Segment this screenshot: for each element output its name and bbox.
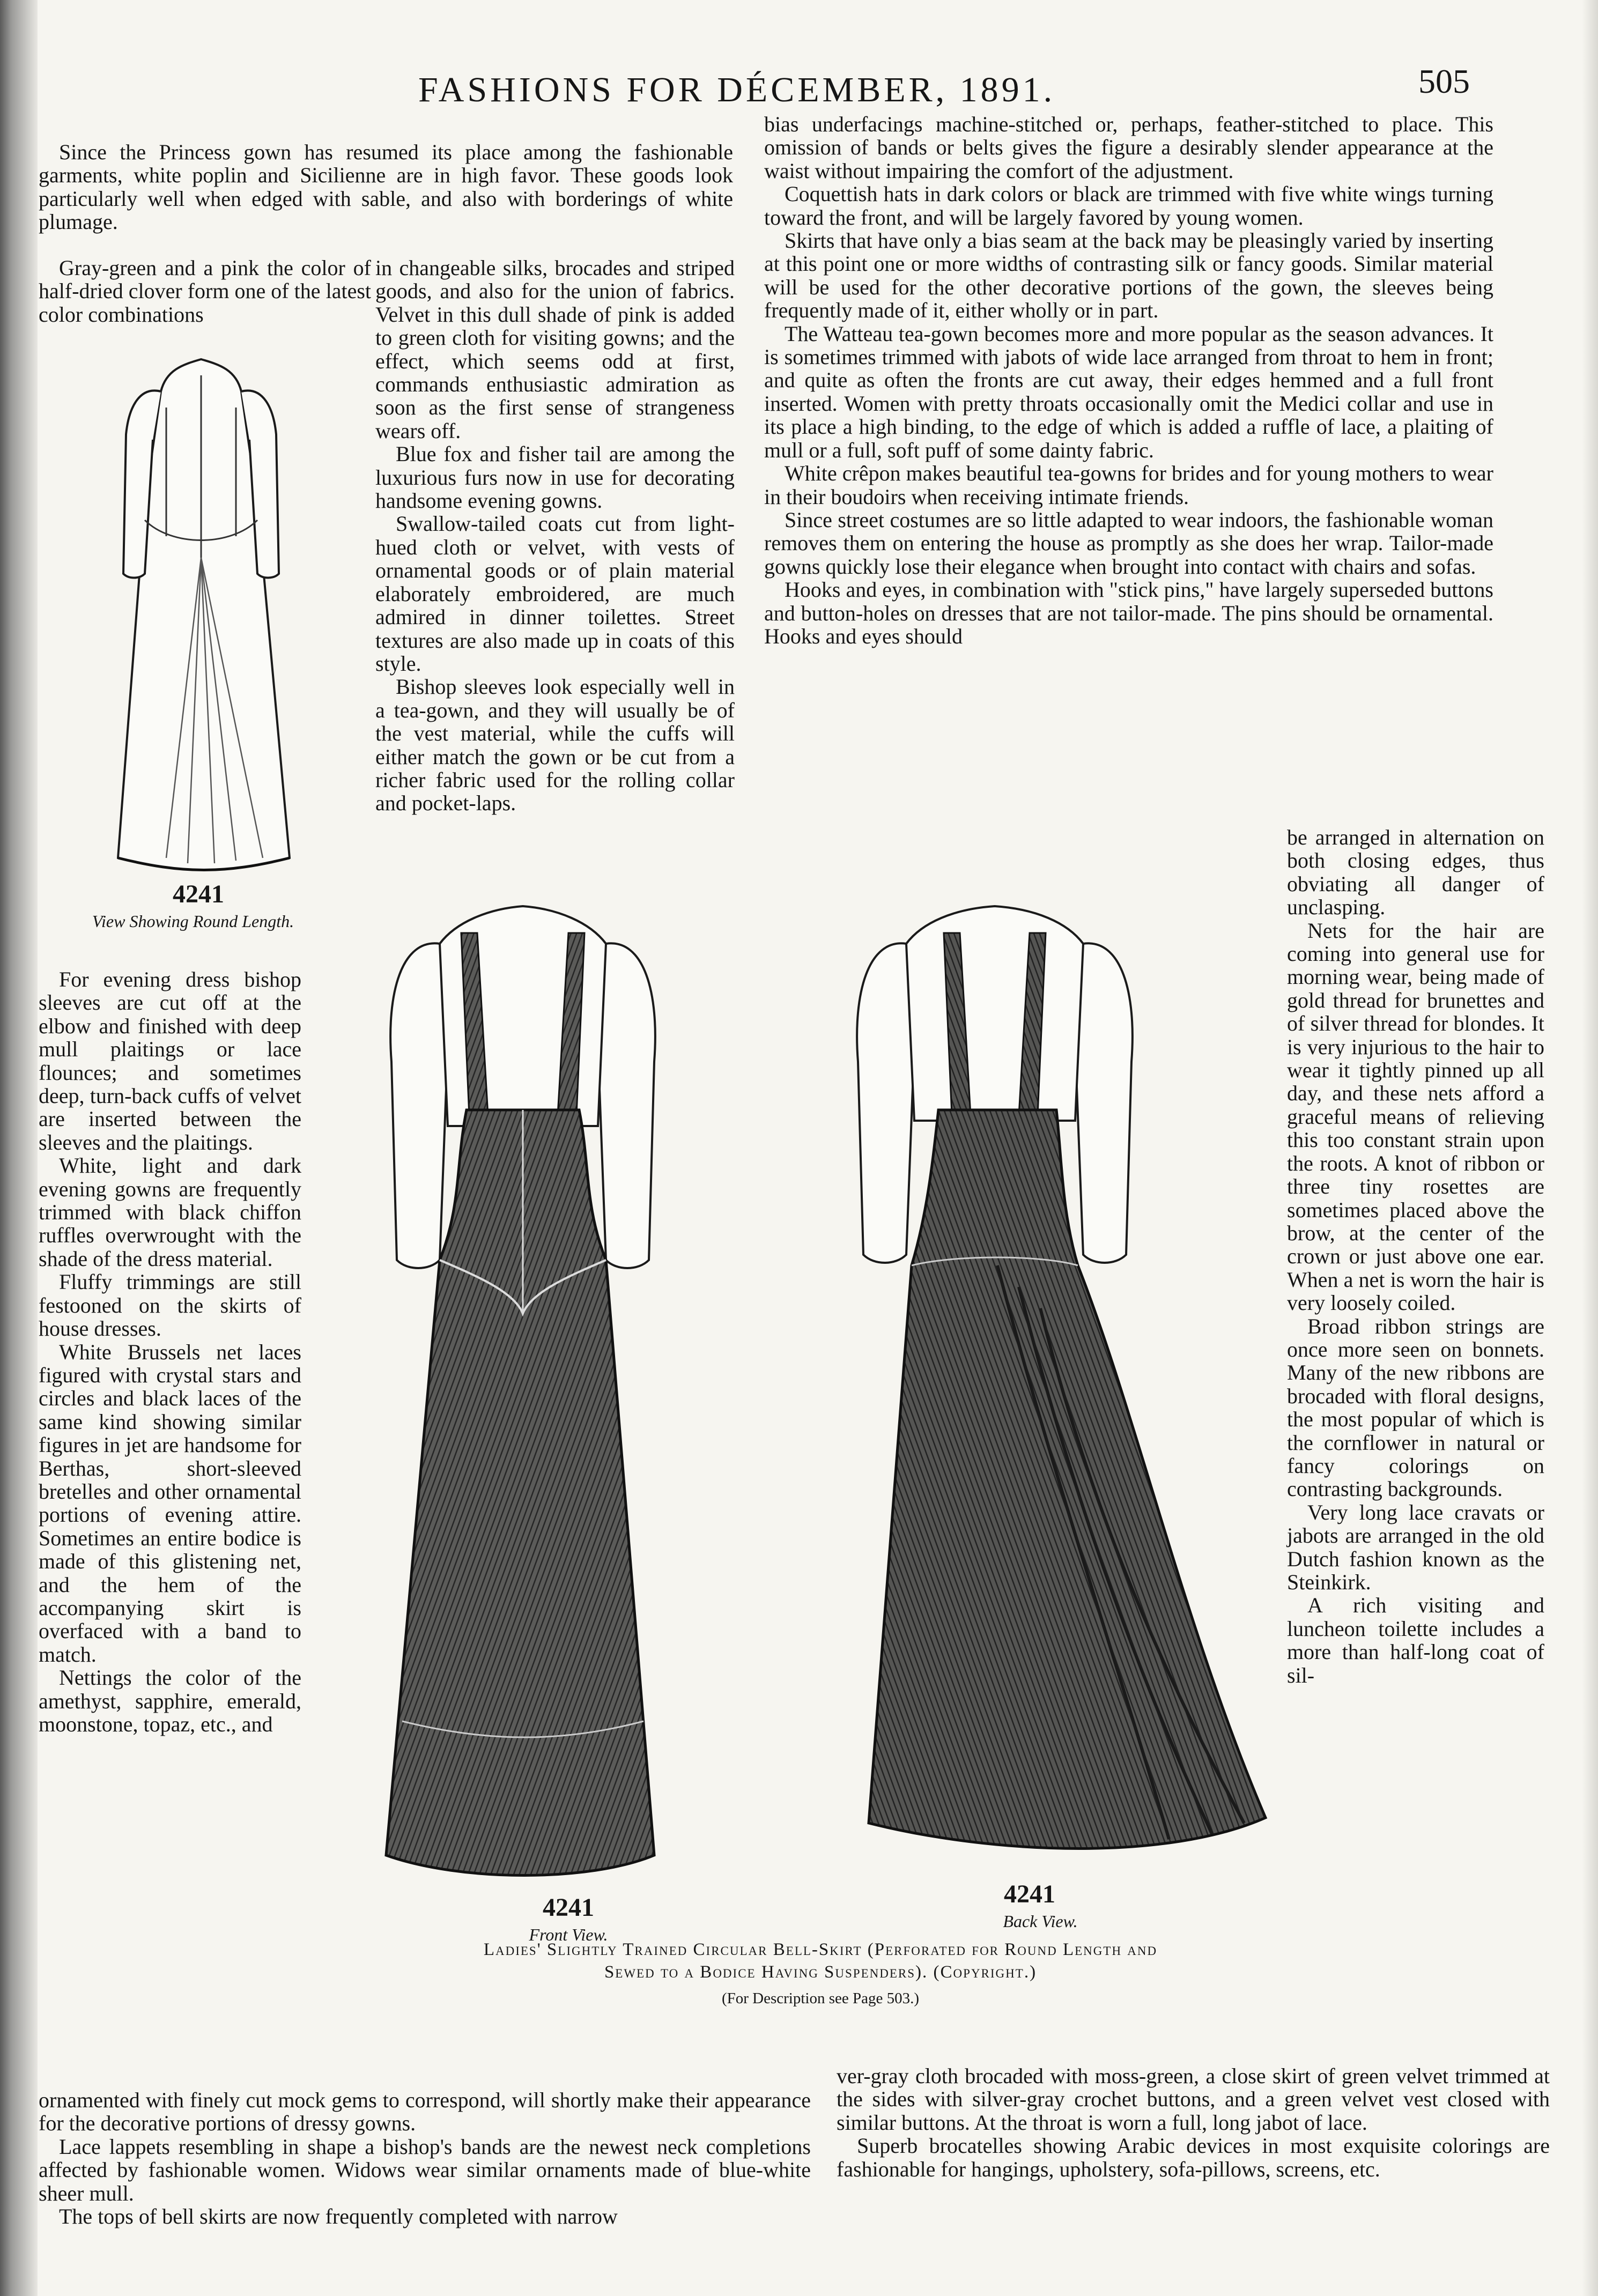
paragraph: be arranged in alternation on both closing edges, thus obviating all danger of unclasping.	[1287, 825, 1544, 920]
column-left-top-2	[39, 256, 371, 326]
figure-caption-reference: (For Description see Page 503.)	[721, 1990, 920, 2007]
gown-front-view-illustration	[354, 885, 702, 1898]
paragraph: The tops of bell skirts are now frequently completed with narrow	[59, 2204, 618, 2229]
paragraph: bias underfacings machine-stitched or, perhaps, feather-stitched to place. This omission of bands or belts gives the figure a desirably slender appearance at the waist without impairing the comfort of the adjustment.	[764, 112, 1493, 183]
paragraph: Swallow-tailed coats cut from light-hued cloth or velvet, with vests of ornamental goods or of plain material elaborately embroidered, are much admired in dinner toilettes. Street textures are also made up in coats of this style.	[375, 512, 735, 676]
scan-left-edge	[0, 0, 38, 2296]
paragraph: Blue fox and fisher tail are among the luxurious furs now in use for decorating handsome evening gowns.	[375, 442, 735, 513]
scan-right-edge	[1582, 0, 1598, 2296]
column-far-right	[1287, 826, 1544, 1687]
figure-caption-line-1: Ladies' Slightly Trained Circular Bell-Skirt (Perforated for Round Length and	[483, 1940, 1158, 1959]
figure-caption-block	[338, 1938, 1303, 2008]
paragraph: Very long lace cravats or jabots are arranged in the old Dutch fashion known as the Steinkirk.	[1287, 1500, 1544, 1594]
paragraph: For evening dress bishop sleeves are cut off at the elbow and finished with deep mull plaitings or lace flounces; and sometimes deep, turn-back cuffs of velvet are inserted between the sleeves and the plaitings.	[39, 967, 301, 1154]
column-left-top	[39, 140, 733, 234]
column-right-top	[764, 113, 1493, 648]
paragraph: A rich visiting and luncheon toilette includes a more than half-long coat of sil-	[1287, 1593, 1544, 1687]
paragraph: White crêpon makes beautiful tea-gowns for brides and for young mothers to wear in their boudoirs when receiving intimate friends.	[764, 461, 1493, 509]
figure-back-view	[837, 879, 1282, 1877]
paragraph: Coquettish hats in dark colors or black are trimmed with five white wings turning toward the front, and will be largely favored by young women.	[764, 182, 1493, 229]
paragraph: Superb brocatelles showing Arabic devices in most exquisite colorings are fashionable for hangings, upholstery, sofa-pillows, screens, etc.	[837, 2134, 1550, 2181]
figure-caption-front: Front View.	[529, 1925, 608, 1944]
figure-front-view	[354, 885, 702, 1898]
paragraph: Hooks and eyes, in combination with "stick pins," have largely superseded buttons and button-holes on dresses that are not tailor-made. The pins should be ornamental. Hooks and eyes should	[764, 577, 1493, 648]
paragraph: Gray-green and a pink the color of half-dried clover form one of the latest color combinations	[39, 256, 371, 327]
paragraph: White Brussels net laces figured with crystal stars and circles and black laces of the same kind showing similar figures in jet are handsome for Berthas, short-sleeved bretelles and other ornamental portions of evening attire. Sometimes an entire bodice is made of this glistening net, and the hem of the accompanying skirt is overfaced with a band to match.	[39, 1339, 301, 1667]
gown-back-view-illustration	[837, 879, 1282, 1877]
column-bottom-left	[39, 2088, 811, 2228]
paragraph: White, light and dark evening gowns are frequently trimmed with black chiffon ruffles overwrought with the shade of the dress material.	[39, 1153, 301, 1271]
paragraph: Bishop sleeves look especially well in a tea-gown, and they will usually be of the vest material, while the cuffs will either match the gown or be cut from a richer fabric used for the rolling collar and pocket-laps.	[375, 675, 735, 816]
paragraph: Fluffy trimmings are still festooned on the skirts of house dresses.	[39, 1270, 301, 1341]
page-title: FASHIONS FOR DÉCEMBER, 1891.	[418, 70, 1056, 109]
paragraph: Since the Princess gown has resumed its place among the fashionable garments, white poplin and Sicilienne are in high favor. These goods look particularly well when edged with sable, and also with borderings of white plumage.	[39, 140, 733, 234]
paragraph: Nettings the color of the amethyst, sapphire, emerald, moonstone, topaz, etc., and	[39, 1665, 301, 1736]
gown-round-length-illustration	[86, 343, 316, 874]
paragraph: Skirts that have only a bias seam at the back may be pleasingly varied by inserting at this point one or more widths of contrasting silk or fancy goods. Similar material will be used for the other decorative portions of the gown, the sleeves being frequently made of it, either wholly or in part.	[764, 228, 1493, 323]
paragraph: Nets for the hair are coming into general use for morning wear, being made of gold thread for brunettes and of silver thread for blondes. It is very injurious to the hair to wear it tightly pinned up all day, and these nets afford a graceful means of relieving this too constant strain upon the roots. A knot of ribbon or three tiny rosettes are sometimes placed above the brow, at the center of the crown or just above one ear. When a net is worn the hair is very loosely coiled.	[1287, 918, 1544, 1315]
paragraph: ornamented with finely cut mock gems to correspond, will shortly make their appearance for the decorative portions of dressy gowns.	[39, 2088, 811, 2136]
paragraph: Since street costumes are so little adapted to wear indoors, the fashionable woman removes them on entering the house as promptly as she does her wrap. Tailor-made gowns quickly lose their elegance when brought into contact with chairs and sofas.	[764, 507, 1493, 579]
figure-number-back: 4241	[1004, 1880, 1055, 1908]
figure-caption-round-length: View Showing Round Length.	[92, 912, 294, 931]
paragraph: Lace lappets resembling in shape a bishop's bands are the newest neck completions affected by fashionable women. Widows wear similar ornaments made of blue-white sheer mull.	[39, 2134, 811, 2205]
figure-round-length	[86, 343, 316, 874]
paragraph: Broad ribbon strings are once more seen on bonnets. Many of the new ribbons are brocaded with floral designs, the most popular of which is the cornflower in natural or fancy colorings on contrasting backgrounds.	[1287, 1314, 1544, 1501]
figure-number-round-length: 4241	[173, 880, 224, 908]
column-middle-top	[375, 256, 735, 815]
paragraph: The Watteau tea-gown becomes more and more popular as the season advances. It is sometimes trimmed with jabots of wide lace arranged from throat to hem in front; and quite as often the fronts are cut away, their edges hemmed and a full front inserted. Women with pretty throats occasionally omit the Medici collar and use in its place a high binding, to the edge of which is added a ruffle of lace, a plaiting of mull or a full, soft puff of some dainty fabric.	[764, 321, 1493, 462]
figure-caption-line-2: Sewed to a Bodice Having Suspenders). (Copyright.)	[604, 1962, 1037, 1982]
column-bottom-right	[837, 2064, 1550, 2181]
figure-caption-back: Back View.	[1003, 1912, 1078, 1931]
paragraph: in changeable silks, brocades and striped goods, and also for the union of fabrics. Velvet in this dull shade of pink is added to green cloth for visiting gowns; and the effect, which seems odd at first, commands enthusiastic admiration as soon as the first sense of strangeness wears off.	[375, 256, 735, 443]
figure-number-front: 4241	[543, 1893, 594, 1922]
column-left-middle	[39, 968, 301, 1736]
page-number: 505	[1418, 62, 1470, 100]
paragraph: ver-gray cloth brocaded with moss-green, a close skirt of green velvet trimmed at the sides with silver-gray crochet buttons, and a green velvet vest closed with similar buttons. At the throat is worn a full, long jabot of lace.	[837, 2064, 1550, 2135]
